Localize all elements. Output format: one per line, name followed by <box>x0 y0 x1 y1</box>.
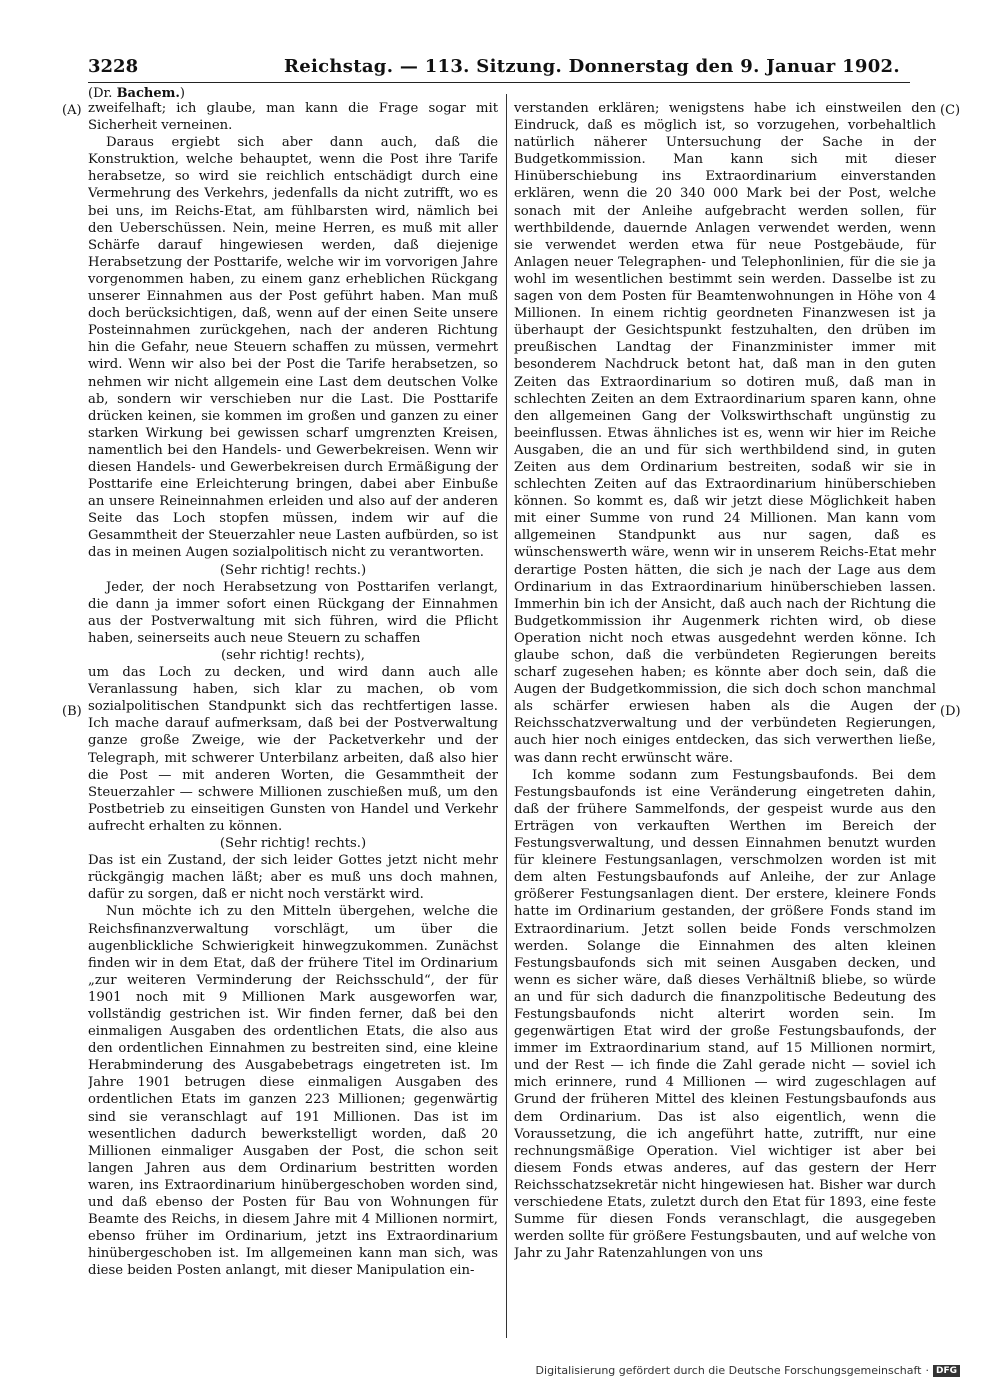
header-title: Reichstag. — 113. Sitzung. Donnerstag den 9. Januar 1902. <box>284 56 900 77</box>
speaker-name: Bachem. <box>116 86 180 101</box>
speaker-suffix: ) <box>179 86 185 101</box>
speaker-prefix: (Dr. <box>88 86 113 101</box>
paragraph: um das Loch zu decken, und wird dann auch alle Veranlassung haben, sich klar zu machen, ob vom sozialpolitischen Standpunkt sich das rechtfertigen lasse. Ich mache darauf aufmerksam, daß bei der Postverwaltung ganze große Zweige, wie der Packetverkehr und der Telegraph, mit schwerer Unterbilanz arbeiten, daß also hier die Post — mit anderen Worten, die Gesammtheit der Steuerzahler — schwere Millionen zuschießen muß, um den Postbetrieb zu einseitigen Gunsten von Handel und Verkehr aufrecht erhalten zu können. <box>88 665 498 834</box>
paragraph: Daraus ergiebt sich aber dann auch, daß die Konstruktion, welche behauptet, wenn die Post ihre Tarife herabsetze, so wird sie reichlich entschädigt durch eine Vermehrung des Verkehrs, jedenfalls da nicht zutrifft, wo es bei uns, im Reichs-Etat, am fühlbarsten wird, nämlich bei den Ueberschüssen. Nein, meine Herren, es muß mit aller Schärfe darauf hingewiesen werden, daß diejenige Herabsetzung der Posttarife, welche wir im vorvorigen Jahre vorgenommen haben, zu einem ganz erheblichen Rückgang unserer Einnahmen aus der Post geführt haben. Man muß doch berücksichtigen, daß, wenn auf der einen Seite unsere Posteinnahmen zurückgehen, nach der anderen Richtung hin die Gefahr, neue Steuern schaffen zu müssen, vermehrt wird. Wenn wir also bei der Post die Tarife herabsetzen, so nehmen wir nicht allgemein eine Last dem deutschen Volke ab, sondern wir verschieben nur die Last. Die Posttarife drücken keinen, sie kommen im großen und ganzen zu einer starken Wirkung bei gewissen scharf umgrenzten Kreisen, namentlich bei den Handels- und Gewerbekreisen. Wenn wir diesen Handels- und Gewerbekreisen durch Ermäßigung der Posttarife eine Erleichterung bringen, dabei aber Einbuße an unsere Reineinnahmen erleiden und also auf der anderen Seite das Loch stopfen müssen, indem wir auf die Gesammtheit der Steuerzahler neue Lasten aufbürden, so ist das in meinen Augen sozialpolitisch nicht zu verantworten. <box>88 135 498 561</box>
footer-text: Digitalisierung gefördert durch die Deutsche Forschungsgemeinschaft <box>535 1364 922 1377</box>
margin-marker-a: (A) <box>62 103 82 118</box>
paragraph: Das ist ein Zustand, der sich leider Gottes jetzt nicht mehr rückgängig machen läßt; aber es muß uns doch mahnen, dafür zu sorgen, daß er nicht noch verstärkt wird. <box>88 853 498 903</box>
paragraph: Jeder, der noch Herabsetzung von Posttarifen verlangt, die dann ja immer sofort einen Rückgang der Einnahmen aus der Postverwaltung mit sich führen, wird die Pflicht haben, seinerseits auch neue Steuern zu schaffen <box>88 579 498 646</box>
margin-marker-c: (C) <box>940 103 961 118</box>
footer-credit: Digitalisierung gefördert durch die Deutsche Forschungsgemeinschaft · DFG <box>536 1364 960 1377</box>
interjection: (Sehr richtig! rechts.) <box>219 562 367 578</box>
dfg-logo-icon: DFG <box>933 1365 960 1377</box>
paragraph: Nun möchte ich zu den Mitteln übergehen, welche die Reichsfinanzverwaltung vorschlägt, um über die augenblickliche Schwierigkeit hinwegzukommen. Zunächst finden wir in dem Etat, daß der frühere Titel im Ordinarium „zur weiteren Verminderung der Reichsschuld“, der für 1901 noch mit 9 Millionen Mark ausgeworfen war, vollständig gestrichen ist. Wir finden ferner, daß bei den einmaligen Ausgaben des ordentlichen Etats, die also aus den ordentlichen Einnahmen zu bestreiten sind, eine kleine Herabminderung des Ausgabebetrags eingetreten ist. Im Jahre 1901 betrugen diese einmaligen Ausgaben des ordentlichen Etats im ganzen 223 Millionen; gegenwärtig sind sie veranschlagt auf 191 Millionen. Das ist im wesentlichen dadurch bewerkstelligt worden, daß 20 Millionen einmaliger Ausgaben der Post, die schon seit langen Jahren aus dem Ordinarium bestritten worden waren, ins Extraordinarium hinübergeschoben worden sind, und daß ebenso der Posten für Bau von Wohnungen für Beamte des Reichs, in diesem Jahre mit 4 Millionen normirt, ebenso früher im Ordinarium, jetzt ins Extraordinarium hinübergeschoben ist. Im allgemeinen kann man sich, was diese beiden Posten anlangt, mit dieser Manipulation ein- <box>88 904 498 1279</box>
speaker-note <box>88 86 185 101</box>
margin-marker-d: (D) <box>940 704 961 719</box>
margin-marker-b: (B) <box>62 704 82 719</box>
interjection: (Sehr richtig! rechts.) <box>219 836 367 852</box>
running-header <box>88 56 910 83</box>
right-column <box>514 100 936 1338</box>
left-column <box>88 100 498 1338</box>
paragraph: verstanden erklären; wenigstens habe ich einstweilen den Eindruck, daß es möglich ist, so vorzugehen, vorbehaltlich natürlich näherer Untersuchung der Sache in der Budgetkommission. Man kann sich mit dieser Hinüberschiebung ins Extraordinarium einverstanden erklären, wenn die 20 340 000 Mark bei der Post, welche sonach mit der Anleihe aufgebracht werden sollen, für werthbildende, dauernde Anlagen verwendet werden, wenn sie verwendet werden etwa für neue Postgebäude, für Anlagen neuer Telegraphen- und Telephonlinien, für die sie ja wohl im wesentlichen bestimmt sein werden. Dasselbe ist zu sagen von dem Posten für Beamtenwohnungen in Höhe von 4 Millionen. In einem richtig geordneten Finanzwesen ist ja überhaupt der Gesichtspunkt festzuhalten, den drüben im preußischen Landtag der Finanzminister immer mit besonderem Nachdruck betont hat, daß man in den guten Zeiten das Extraordinarium so dotiren muß, daß man in schlechten Zeiten an dem Extraordinarium sparen kann, ohne den allgemeinen Gang der Volkswirthschaft ungünstig zu beeinflussen. Etwas ähnliches ist es, wenn wir hier im Reiche Ausgaben, die an und für sich werthbildend sind, in guten Zeiten aus dem Ordinarium bestreiten, sodaß wir sie in schlechten Zeiten auf das Extraordinarium hinüberschieben können. So kommt es, daß wir jetzt diese Möglichkeit haben mit einer Summe von rund 24 Millionen. Man kann vom allgemeinen Standpunkt aus nur sagen, daß es wünschenswerth wäre, wenn wir in unserem Reichs-Etat mehr derartige Posten hätten, die sich je nach der Lage aus dem Ordinarium in das Extraordinarium hinüberschieben lassen. Immerhin bin ich der Ansicht, daß auch nach der Richtung die Budgetkommission ihr Augenmerk richten wird, ob diese Operation nicht noch etwas ausgedehnt werden könne. Ich glaube schon, daß die verbündeten Regierungen bereits scharf zugesehen haben; es könnte aber doch sein, daß die Augen der Budgetkommission, die sich doch schon manchmal als schärfer erwiesen haben als die Augen der Reichsschatzverwaltung und der verbündeten Regierungen, auch hier noch einiges entdecken, das sich verwerthen ließe, was dann recht erwünscht wäre. <box>514 101 936 766</box>
paragraph: Ich komme sodann zum Festungsbaufonds. Bei dem Festungsbaufonds ist eine Veränderung eingetreten dahin, daß der frühere Sammelfonds, der gespeist wurde aus den Erträgen von verkauften Werthen im Bereich der Festungsverwaltung, und dessen Einnahmen benutzt wurden für kleinere Festungsanlagen, verschmolzen worden ist mit dem alten Festungsbaufonds auf Anleihe, der zur Anlage größerer Festungsanlagen dient. Der erstere, kleinere Fonds hatte im Ordinarium gestanden, der größere Fonds stand im Extraordinarium. Jetzt sollen beide Fonds verschmolzen werden. Solange die Einnahmen des alten kleinen Festungsbaufonds sich mit seinen Ausgaben decken, und wenn es sicher wäre, daß dieses Verhältniß bliebe, so würde an und für sich dadurch die finanzpolitische Bedeutung des Festungsbaufonds nicht alterirt worden sein. Im gegenwärtigen Etat wird der große Festungsbaufonds, der immer im Extraordinarium stand, auf 15 Millionen normirt, und der Rest — ich finde die Zahl gerade nicht — soviel ich mich erinnere, rund 4 Millionen — wird zugeschlagen auf Grund der früheren Mittel des kleinen Festungsbaufonds aus dem Ordinarium. Das ist also eigentlich, wenn die Voraussetzung, die ich angeführt hatte, zutrifft, nur eine rechnungsmäßige Operation. Viel wichtiger ist aber bei diesem Fonds etwas anderes, auf das gestern der Herr Reichsschatzsekretär nicht hingewiesen hat. Bisher war durch verschiedene Etats, zuletzt durch den Etat für 1893, eine feste Summe für diesen Fonds veranschlagt, die ausgegeben werden sollte für größere Festungsbauten, und auf welche von Jahr zu Jahr Ratenzahlungen von uns <box>514 767 936 1262</box>
interjection: (sehr richtig! rechts), <box>221 648 365 663</box>
column-divider <box>506 94 507 1338</box>
paragraph: zweifelhaft; ich glaube, man kann die Frage sogar mit Sicherheit verneinen. <box>88 101 498 134</box>
page-number: 3228 <box>88 56 139 77</box>
